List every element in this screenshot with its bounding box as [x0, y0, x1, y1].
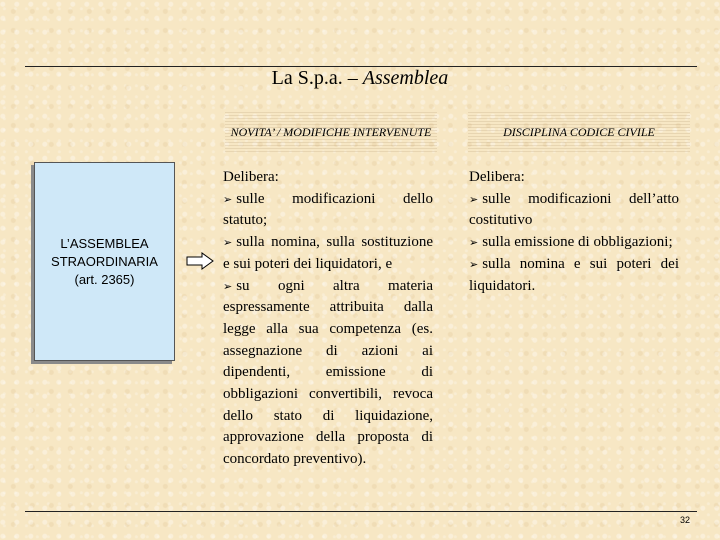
arrow-bullet-icon: ➢	[223, 192, 233, 206]
arrow-bullet-icon: ➢	[469, 236, 479, 250]
header-novita-label: NOVITA’ / MODIFICHE INTERVENUTE	[230, 125, 432, 139]
right-arrow-icon	[186, 252, 214, 270]
header-codice-civile-label: DISCIPLINA CODICE CIVILE	[503, 125, 655, 139]
left-item: ➢ sulla nomina, sulla sostituzione e sui poteri dei liquidatori, e	[223, 234, 433, 272]
right-item: ➢ sulle modificazioni dell’atto costitutivo	[469, 190, 679, 229]
arrow-bullet-icon: ➢	[469, 257, 479, 271]
right-column	[469, 167, 679, 297]
title-dash: –	[347, 67, 363, 89]
arrow-bullet-icon: ➢	[223, 279, 233, 293]
header-novita	[225, 112, 437, 152]
page-number: 32	[679, 515, 690, 525]
right-intro: Delibera:	[469, 169, 525, 185]
title-prefix: La S.p.a.	[271, 67, 348, 89]
slide-title	[0, 67, 720, 90]
left-item: ➢ sulle modificazioni dello statuto;	[223, 190, 433, 229]
right-item: ➢ sulla nomina e sui poteri dei liquidatori.	[469, 255, 679, 294]
header-codice-civile	[468, 112, 690, 152]
right-item: ➢ sulla emissione di obbligazioni;	[469, 234, 673, 251]
bottom-divider	[25, 511, 697, 512]
left-item: ➢ su ogni altra materia espressamente attribuita dalla legge alla sua competenza (es. assegnazione di azioni ai dipendenti, emissione di obbligazioni convertibili, revoca dello stato di liquidazione, approvazione della proposta di concordato preventivo).	[223, 277, 433, 468]
title-emphasis: Assemblea	[362, 67, 449, 89]
assembly-box-label: L’ASSEMBLEA STRAORDINARIA (art. 2365)	[51, 235, 158, 287]
left-column	[223, 167, 433, 471]
assembly-box	[34, 162, 175, 361]
arrow-bullet-icon: ➢	[223, 236, 233, 250]
left-intro: Delibera:	[223, 169, 279, 185]
arrow-bullet-icon: ➢	[469, 192, 479, 206]
